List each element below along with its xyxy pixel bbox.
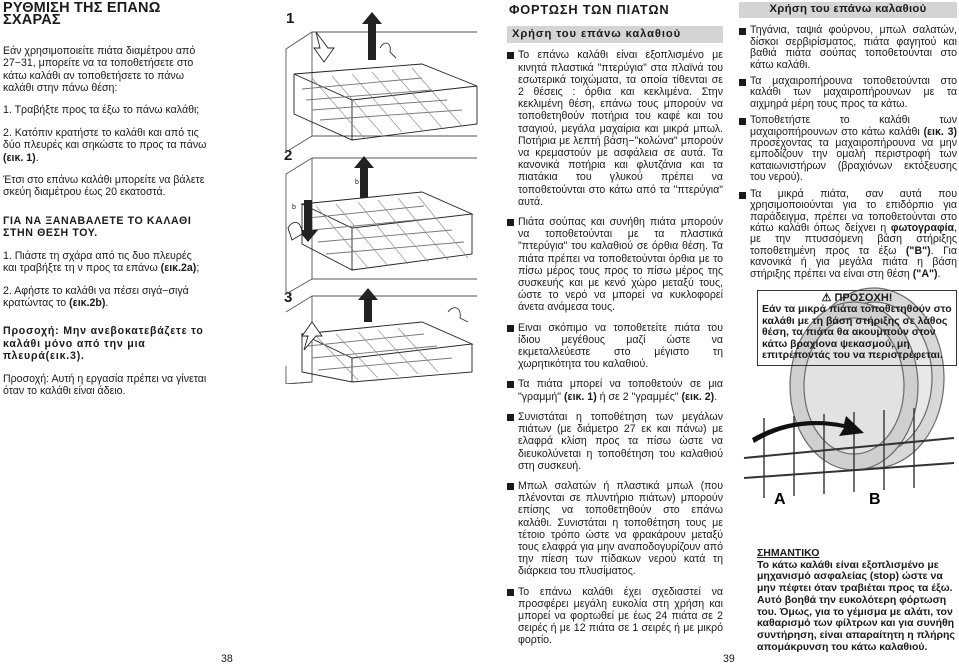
important-note — [757, 548, 957, 653]
right-item-3: Τοποθετήστε το καλάθι των μαχαιροπήρουνων στο κάτω καλάθι (εικ. 3) προσέχοντας τα μαχαιροπήρουνα να μην εμποδίζουν την ομαλή περιστροφή των καταιωνιστήρων (βραχιόνων εκτόξευσης του νερού). — [739, 115, 957, 183]
right-item-1: Τηγάνια, ταψιά φούρνου, μπωλ σαλατών, δίσκοι σερβιρίσματος, πιάτα φαγητού και βαθιά πιάτα σούπας τοποθετούνται στο κάτω καλάθι. — [739, 25, 957, 71]
label-a: a — [362, 164, 366, 171]
figure-ref: (εικ.2b) — [69, 296, 106, 309]
figure-1-label: 1 — [286, 10, 295, 27]
photo-label-b: B — [869, 491, 881, 506]
figure-3-label: 3 — [284, 289, 293, 306]
right-item-2: Τα μαχαιροπήρουνα τοποθετούνται στο καλάθι των μαχαιροπήρουνων με τα αιχμηρά μέρη τους προς τα κάτω. — [739, 76, 957, 110]
section-heading: ΓΙΑ ΝΑ ΞΑΝΑΒΑΛΕΤΕ ΤΟ ΚΑΛΑΘΙ ΣΤΗΝ ΘΕΣΗ ΤΟΥ. — [3, 214, 192, 240]
upper-basket-bar: Χρήση του επάνω καλαθιού — [507, 26, 723, 43]
right-bar: Χρήση του επάνω καλαθιού — [739, 2, 957, 18]
upper-basket-item-5: Συνιστάται η τοποθέτηση των μεγάλων πιάτων (με διάμετρο 27 εκ και πάνω) με ελαφρά κλίση προς τα πίσω ώστε να διευκολύνεται η τοποθέτηση του καλαθιού στη συσκευή. — [507, 411, 723, 472]
loading-title: ΦΟΡΤΩΣΗ ΤΩΝ ΠΙΑΤΩΝ — [509, 2, 670, 17]
figure-3-drawing — [286, 288, 477, 384]
caution-bold: Προσοχή: Μην ανεβοκατεβάζετε το καλάθι μόνο από την μια πλευρά(εικ.3). — [3, 325, 204, 363]
right-item-4: Τα μικρά πιάτα, σαν αυτά που χρησιμοποιούνται για το επιδόρπιο για παράδειγμα, πρέπει να τοποθετούνται στο κάτω καλάθι όπως δείχνει η φωτογραφία, με την πτυσσόμενη βάση στήριξης τοποθετημένη προς τα έξω ("B"). Για κανονικά ή για μεγάλα πιάτα η βάση στήριξης πρέπει να είναι στη θέση ("A"). — [739, 189, 957, 280]
left-column — [3, 2, 208, 407]
step-1: 1. Τραβήξτε προς τα έξω το πάνω καλάθι; — [3, 104, 200, 117]
upper-basket-item-4: Τα πιάτα μπορεί να τοποθετούν σε μια "γραμμή" (εικ. 1) ή σε 2 "γραμμές" (εικ. 2). — [507, 378, 723, 402]
center-column — [507, 4, 723, 655]
label-b: b — [355, 179, 359, 186]
figure-ref: (εικ.2a) — [160, 262, 197, 275]
rack-illustrations — [272, 4, 490, 384]
upper-basket-item-2: Πιάτα σούπας και συνήθη πιάτα μπορούν να τοποθετούνται με τα πλαστικά "πτερύγια" του καλαθιού σε όρθια θέση. Τα πιάτα πρέπει να τοποθετούνται όρθια με το πίσω μέρος τους προς το πίσω μέρος της συσκευής και με κενό χώρο μεταξύ τους, ώστε το νερό να μπορεί να κυκλοφορεί άνετα ανάμεσα τους. — [507, 216, 723, 314]
note-text: Έτσι στο επάνω καλάθι μπορείτε να βάλετε σκεύη διαμέτρου έως 20 εκατοστά. — [3, 174, 205, 199]
warning-icon: ⚠ — [821, 291, 832, 304]
page-number-left: 38 — [221, 653, 233, 665]
warning-title: ⚠ ΠΡΟΣΟΧΗ! — [821, 291, 893, 304]
upper-basket-item-7: Το επάνω καλάθι έχει σχεδιαστεί να προσφέρει μεγάλη ευκολία στη χρήση και μπορεί να φορτωθεί με έως 24 πιάτα σε 2 σειρές ή με 12 πιάτα σε 1 σειρές ή με μικρό φορτίο. — [507, 586, 723, 647]
figure-2-label: 2 — [284, 147, 293, 164]
step-2: 2. Κατόπιν κρατήστε το καλάθι και από τις δύο πλευρές και σηκώστε το προς τα πάνω (εικ. 1). — [3, 126, 207, 164]
figure-1-drawing — [286, 12, 477, 152]
page-number-right: 39 — [723, 653, 735, 665]
upper-basket-item-6: Μπωλ σαλατών ή πλαστικά μπωλ (που πλένονται σε πλυντήριο πιάτων) μπορούν επίσης να τοποθετηθούν στο επάνω καλάθι. Συνιστάται η τοποθέτηση τους με τέτοιο τρόπο ώστε να φρακάρουν μεταξύ τους ελαφρά για μην αναποδογυρίζουν από την πίεση των πίδακων νερού κατά τη διάρκεια του πλυσίματος. — [507, 480, 723, 578]
important-text: Το κάτω καλάθι είναι εξοπλισμένο με μηχανισμό ασφαλείας (stop) ώστε να μην πέφτει όταν τραβιέται προς τα έξω. Αυτό βοηθά την ευκολότερη φόρτωση του. Όμως, για το γέμισμα με αλάτι, τον καθαρισμό των φίλτρων και για συνήθη συντήρηση, είναι απαραίτητη η πλήρης απομάκρυνση του κάτω καλαθιού. — [757, 558, 955, 653]
upper-basket-item-3: Eιναι σκόπιμο να τοποθετείτε πιάτα του ίδιου μεγέθους μαζί ώστε να εκμεταλλεύεστε στο μέγιστο τη χωρητικότητα του καλαθιού. — [507, 322, 723, 371]
photo-label-a: A — [774, 491, 786, 506]
upper-basket-item-1: Το επάνω καλάθι είναι εξοπλισμένο με κινητά πλαστικά "πτερύγια" στα πλαϊνά του εσωτερικά τοιχώματα, τα οποία τίθενται σε 2 θέσεις : όρθια και κεκλιμένα. Στην κεκλιμένη θέση, επάνω τους μπορούν να τοποθετηθούν ποτήρια του καφέ και του τσαγιού, μεγάλα μαχαίρια και μικρά μπωλ. Ποτήρια με λεπτή βάση−"κολώνα" μπορούν να κρεμαστούν με ασφάλεια σε αυτά. Τα κανονικά ποτήρια και φλυτζάνια και τα πιατάκια του γλυκού πρέπει να τοποθετούνται στο κάτω από τα "πτερύγια" αυτά. — [507, 49, 723, 208]
section-title: ΡΥΘΜΙΣΗ ΤΗΣ ΕΠΑΝΩ ΣΧΑΡΑΣ — [3, 0, 161, 29]
figures-panel — [272, 4, 490, 384]
reposition-step-1: 1. Πιάστε τη σχάρα από τις δυο πλευρές και τραβήξτε τη ν προς τα επάνω (εικ.2a); — [3, 249, 200, 275]
warning-box — [757, 290, 957, 366]
figure-2-drawing — [286, 156, 477, 294]
warning-text: Εάν τα μικρά πιάτα τοποθετηθούν στο καλάθι με τη βάση στήριξης σε λάθος θέση, τα πιάτα θα ακουμπούν στον κάτω βραχίονα ψεκασμού, μη επιτρέποντάς του να περιστρέφεται. — [762, 303, 952, 361]
right-column — [739, 2, 957, 366]
figure-ref: (εικ. 1) — [3, 151, 36, 164]
label-b-lower: b — [292, 204, 296, 211]
important-title: ΣΗΜΑΝΤΙΚΟ — [757, 547, 820, 559]
caution-text: Προσοχή: Αυτή η εργασία πρέπει να γίνεται όταν το καλάθι είναι άδειο. — [3, 372, 207, 397]
reposition-step-2: 2. Αφήστε το καλάθι να πέσει σιγά−σιγά κρατώντας το (εικ.2b). — [3, 284, 189, 309]
intro-text: Εάν χρησιμοποιείτε πιάτα διαμέτρου από 27−31, μπορείτε να τα τοποθετήσετε στο κάτω καλάθι αν τοποθετήσετε το πάνω καλάθι στην πάνω θέση: — [3, 44, 196, 95]
